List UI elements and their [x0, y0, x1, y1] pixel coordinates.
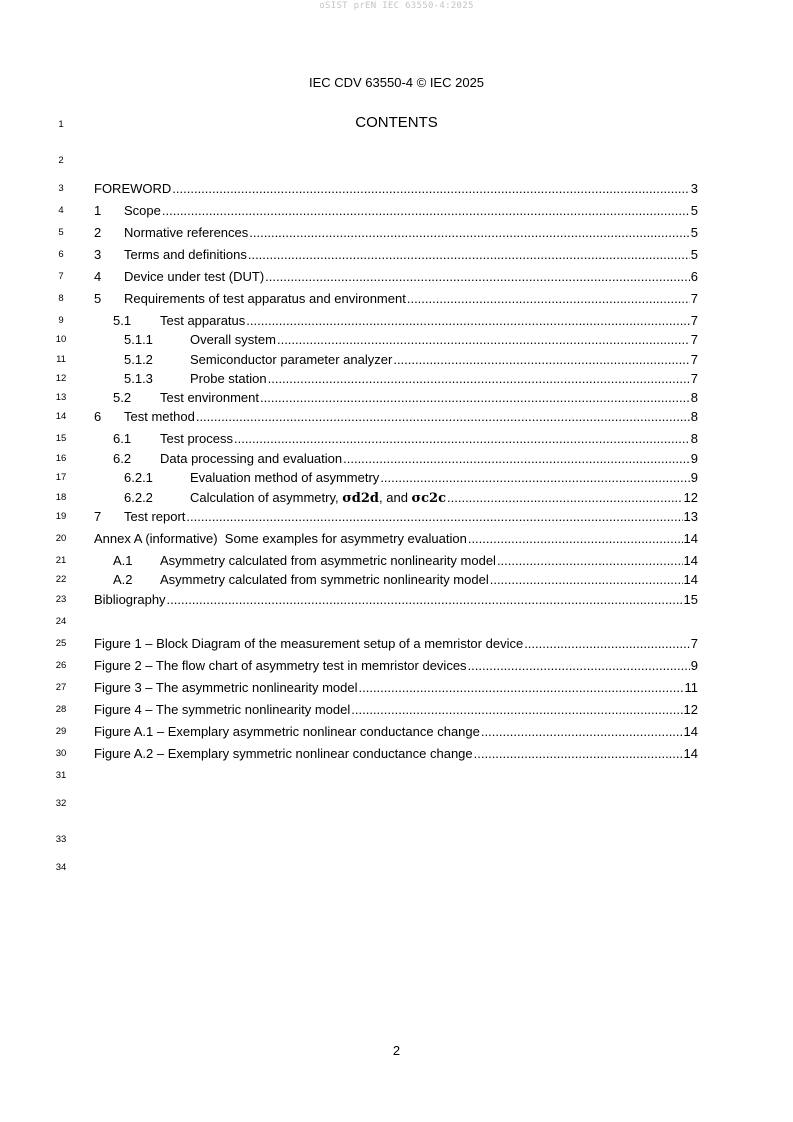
- figure-page: 7: [690, 636, 698, 651]
- line-number: 28: [55, 704, 67, 715]
- toc-entry-annex-a[interactable]: [94, 531, 698, 547]
- toc-leader: [343, 451, 690, 467]
- toc-leader: [246, 313, 689, 329]
- figure-title: Figure 3 – The asymmetric nonlinearity model: [94, 680, 358, 695]
- figure-entry-3[interactable]: [94, 680, 698, 696]
- sigma-c2c-symbol: σc2c: [411, 491, 447, 506]
- figure-page: 11: [684, 680, 698, 695]
- line-number: 5: [58, 227, 64, 238]
- toc-number: A.2: [113, 572, 133, 587]
- toc-leader: [380, 470, 689, 486]
- contents-title: CONTENTS: [355, 114, 438, 131]
- toc-page: 8: [690, 431, 698, 446]
- toc-title: Data processing and evaluation: [160, 451, 343, 466]
- toc-entry-requirements[interactable]: [94, 291, 698, 307]
- toc-number: 5: [94, 291, 102, 306]
- toc-entry-test-method[interactable]: [94, 409, 698, 425]
- toc-page: 8: [690, 409, 698, 424]
- toc-title: Overall system: [190, 332, 276, 347]
- toc-leader: [277, 332, 690, 348]
- toc-leader: [524, 636, 690, 652]
- toc-number: 5.1.1: [124, 332, 153, 347]
- toc-title: Test report: [124, 509, 186, 524]
- line-number: 14: [55, 411, 67, 422]
- sigma-d2d-symbol: σd2d: [342, 491, 380, 506]
- toc-page: 7: [690, 291, 698, 306]
- toc-page: 5: [690, 247, 698, 262]
- toc-page: 14: [683, 553, 698, 568]
- toc-leader: [196, 409, 690, 425]
- toc-number: 5.1: [113, 313, 132, 328]
- toc-entry-test-environment[interactable]: [113, 390, 698, 406]
- line-number: 15: [55, 433, 67, 444]
- line-number: 23: [55, 594, 67, 605]
- toc-title: FOREWORD: [94, 181, 172, 196]
- toc-number: 4: [94, 269, 102, 284]
- toc-number: 5.1.3: [124, 371, 153, 386]
- line-number: 11: [56, 354, 66, 365]
- figure-entry-2[interactable]: [94, 658, 698, 674]
- toc-number: 6.2.1: [124, 470, 153, 485]
- line-number: 6: [58, 249, 64, 260]
- toc-leader: [234, 431, 690, 447]
- toc-leader: [490, 572, 683, 588]
- watermark: oSIST prEN IEC 63550-4:2025: [319, 1, 474, 11]
- toc-entry-scope[interactable]: [94, 203, 698, 219]
- toc-page: 8: [690, 390, 698, 405]
- toc-page: 3: [690, 181, 698, 196]
- figure-entry-a2[interactable]: [94, 746, 698, 762]
- toc-leader: [474, 746, 683, 762]
- line-number: 17: [55, 472, 67, 483]
- line-number: 3: [58, 183, 64, 194]
- toc-page: 9: [690, 470, 698, 485]
- figure-title: Figure A.1 – Exemplary asymmetric nonlinear conductance change: [94, 724, 480, 739]
- toc-title: Test method: [124, 409, 195, 424]
- line-number: 21: [55, 555, 67, 566]
- toc-leader: [162, 203, 690, 219]
- line-number: 10: [55, 334, 67, 345]
- line-number: 29: [55, 726, 67, 737]
- toc-page: 13: [683, 509, 698, 524]
- toc-title: Probe station: [190, 371, 267, 386]
- page-number: 2: [392, 1043, 401, 1058]
- line-number: 8: [58, 293, 64, 304]
- line-number: 2: [58, 155, 64, 166]
- line-number: 26: [55, 660, 67, 671]
- toc-leader: [351, 702, 682, 718]
- line-number: 1: [58, 119, 64, 130]
- toc-number: 6.2.2: [124, 490, 153, 505]
- line-number: 16: [55, 453, 67, 464]
- toc-leader: [248, 247, 690, 263]
- line-number: 32: [55, 798, 67, 809]
- figure-title: Figure 2 – The flow chart of asymmetry test in memristor devices: [94, 658, 467, 673]
- toc-entry-calculation-of-asymmetry[interactable]: [124, 490, 698, 506]
- toc-page: 5: [690, 203, 698, 218]
- toc-entry-foreword[interactable]: [94, 181, 698, 197]
- toc-leader: [167, 592, 683, 608]
- toc-number: 6.2: [113, 451, 132, 466]
- toc-leader: [359, 680, 684, 696]
- figure-entry-a1[interactable]: [94, 724, 698, 740]
- line-number: 9: [58, 315, 64, 326]
- toc-entry-evaluation-method[interactable]: [124, 470, 698, 486]
- toc-leader: [260, 390, 690, 406]
- line-number: 34: [55, 862, 67, 873]
- toc-entry-bibliography[interactable]: [94, 592, 698, 608]
- figure-title: Figure 1 – Block Diagram of the measurement setup of a memristor device: [94, 636, 524, 651]
- line-number: 18: [55, 492, 67, 503]
- toc-entry-normative-references[interactable]: [94, 225, 698, 241]
- toc-leader: [186, 509, 682, 525]
- toc-leader: [265, 269, 690, 285]
- line-number: 24: [55, 616, 67, 627]
- line-number: 22: [55, 574, 67, 585]
- line-number: 4: [58, 205, 64, 216]
- toc-leader: [481, 724, 683, 740]
- toc-title: Asymmetry calculated from asymmetric nonlinearity model: [160, 553, 496, 568]
- line-number: 31: [55, 770, 67, 781]
- toc-leader: [268, 371, 690, 387]
- toc-entry-terms-and-definitions[interactable]: [94, 247, 698, 263]
- toc-number: 3: [94, 247, 102, 262]
- toc-entry-annex-a1[interactable]: [113, 553, 698, 569]
- toc-entry-test-report[interactable]: [94, 509, 698, 525]
- line-number: 13: [55, 392, 67, 403]
- toc-page: 5: [690, 225, 698, 240]
- toc-title-text: , and: [379, 490, 412, 505]
- figure-entry-4[interactable]: [94, 702, 698, 718]
- toc-leader: [407, 291, 690, 307]
- toc-entry-test-apparatus[interactable]: [113, 313, 698, 329]
- toc-title: Test environment: [160, 390, 259, 405]
- toc-number: 6.1: [113, 431, 132, 446]
- toc-page: 6: [690, 269, 698, 284]
- toc-entry-semiconductor-parameter-analyzer[interactable]: [124, 352, 698, 368]
- line-number: 12: [55, 373, 67, 384]
- toc-number: 6: [94, 409, 102, 424]
- toc-number: A.1: [113, 553, 133, 568]
- toc-entry-data-processing[interactable]: [113, 451, 698, 467]
- toc-number: 5.1.2: [124, 352, 153, 367]
- toc-title: Evaluation method of asymmetry: [190, 470, 380, 485]
- toc-title: [190, 490, 446, 507]
- line-number: 7: [58, 271, 64, 282]
- toc-number: 7: [94, 509, 102, 524]
- toc-leader: [172, 181, 689, 197]
- line-number: 19: [55, 511, 67, 522]
- toc-title: Test apparatus: [160, 313, 246, 328]
- toc-title: Semiconductor parameter analyzer: [190, 352, 393, 367]
- toc-number: 2: [94, 225, 102, 240]
- page-header: IEC CDV 63550-4 © IEC 2025: [308, 75, 485, 90]
- toc-page: 12: [683, 490, 698, 505]
- toc-page: 7: [690, 352, 698, 367]
- toc-page: 7: [690, 313, 698, 328]
- figure-page: 12: [683, 702, 698, 717]
- figure-title: Figure A.2 – Exemplary symmetric nonlinear conductance change: [94, 746, 473, 761]
- line-number: 20: [55, 533, 67, 544]
- toc-entry-overall-system[interactable]: [124, 332, 698, 348]
- toc-page: 7: [690, 371, 698, 386]
- figure-page: 9: [690, 658, 698, 673]
- toc-number: 1: [94, 203, 102, 218]
- figure-page: 14: [683, 724, 698, 739]
- toc-title: Device under test (DUT): [124, 269, 265, 284]
- toc-page: 9: [690, 451, 698, 466]
- toc-entry-annex-a2[interactable]: [113, 572, 698, 588]
- toc-number: 5.2: [113, 390, 132, 405]
- toc-page: 14: [683, 531, 698, 546]
- line-number: 33: [55, 834, 67, 845]
- figure-page: 14: [683, 746, 698, 761]
- toc-title: Scope: [124, 203, 161, 218]
- toc-title: Requirements of test apparatus and environment: [124, 291, 406, 306]
- toc-page: 14: [683, 572, 698, 587]
- toc-title: Test process: [160, 431, 233, 446]
- toc-title: Normative references: [124, 225, 249, 240]
- toc-title-text: Calculation of asymmetry,: [190, 490, 343, 505]
- toc-page: 15: [683, 592, 698, 607]
- toc-title: Terms and definitions: [124, 247, 247, 262]
- figure-title: Figure 4 – The symmetric nonlinearity model: [94, 702, 351, 717]
- line-number: 27: [55, 682, 67, 693]
- toc-leader: [468, 531, 683, 547]
- toc-entry-device-under-test[interactable]: [94, 269, 698, 285]
- toc-leader: [497, 553, 683, 569]
- toc-page: 7: [690, 332, 698, 347]
- toc-entry-probe-station[interactable]: [124, 371, 698, 387]
- toc-leader: [468, 658, 690, 674]
- figure-entry-1[interactable]: [94, 636, 698, 652]
- toc-leader: [249, 225, 689, 241]
- toc-title: Asymmetry calculated from symmetric nonlinearity model: [160, 572, 489, 587]
- toc-title: Annex A (informative) Some examples for asymmetry evaluation: [94, 531, 467, 546]
- toc-entry-test-process[interactable]: [113, 431, 698, 447]
- toc-leader: [393, 352, 689, 368]
- toc-title: Bibliography: [94, 592, 166, 607]
- line-number: 25: [55, 638, 67, 649]
- line-number: 30: [55, 748, 67, 759]
- toc-leader: [447, 490, 683, 506]
